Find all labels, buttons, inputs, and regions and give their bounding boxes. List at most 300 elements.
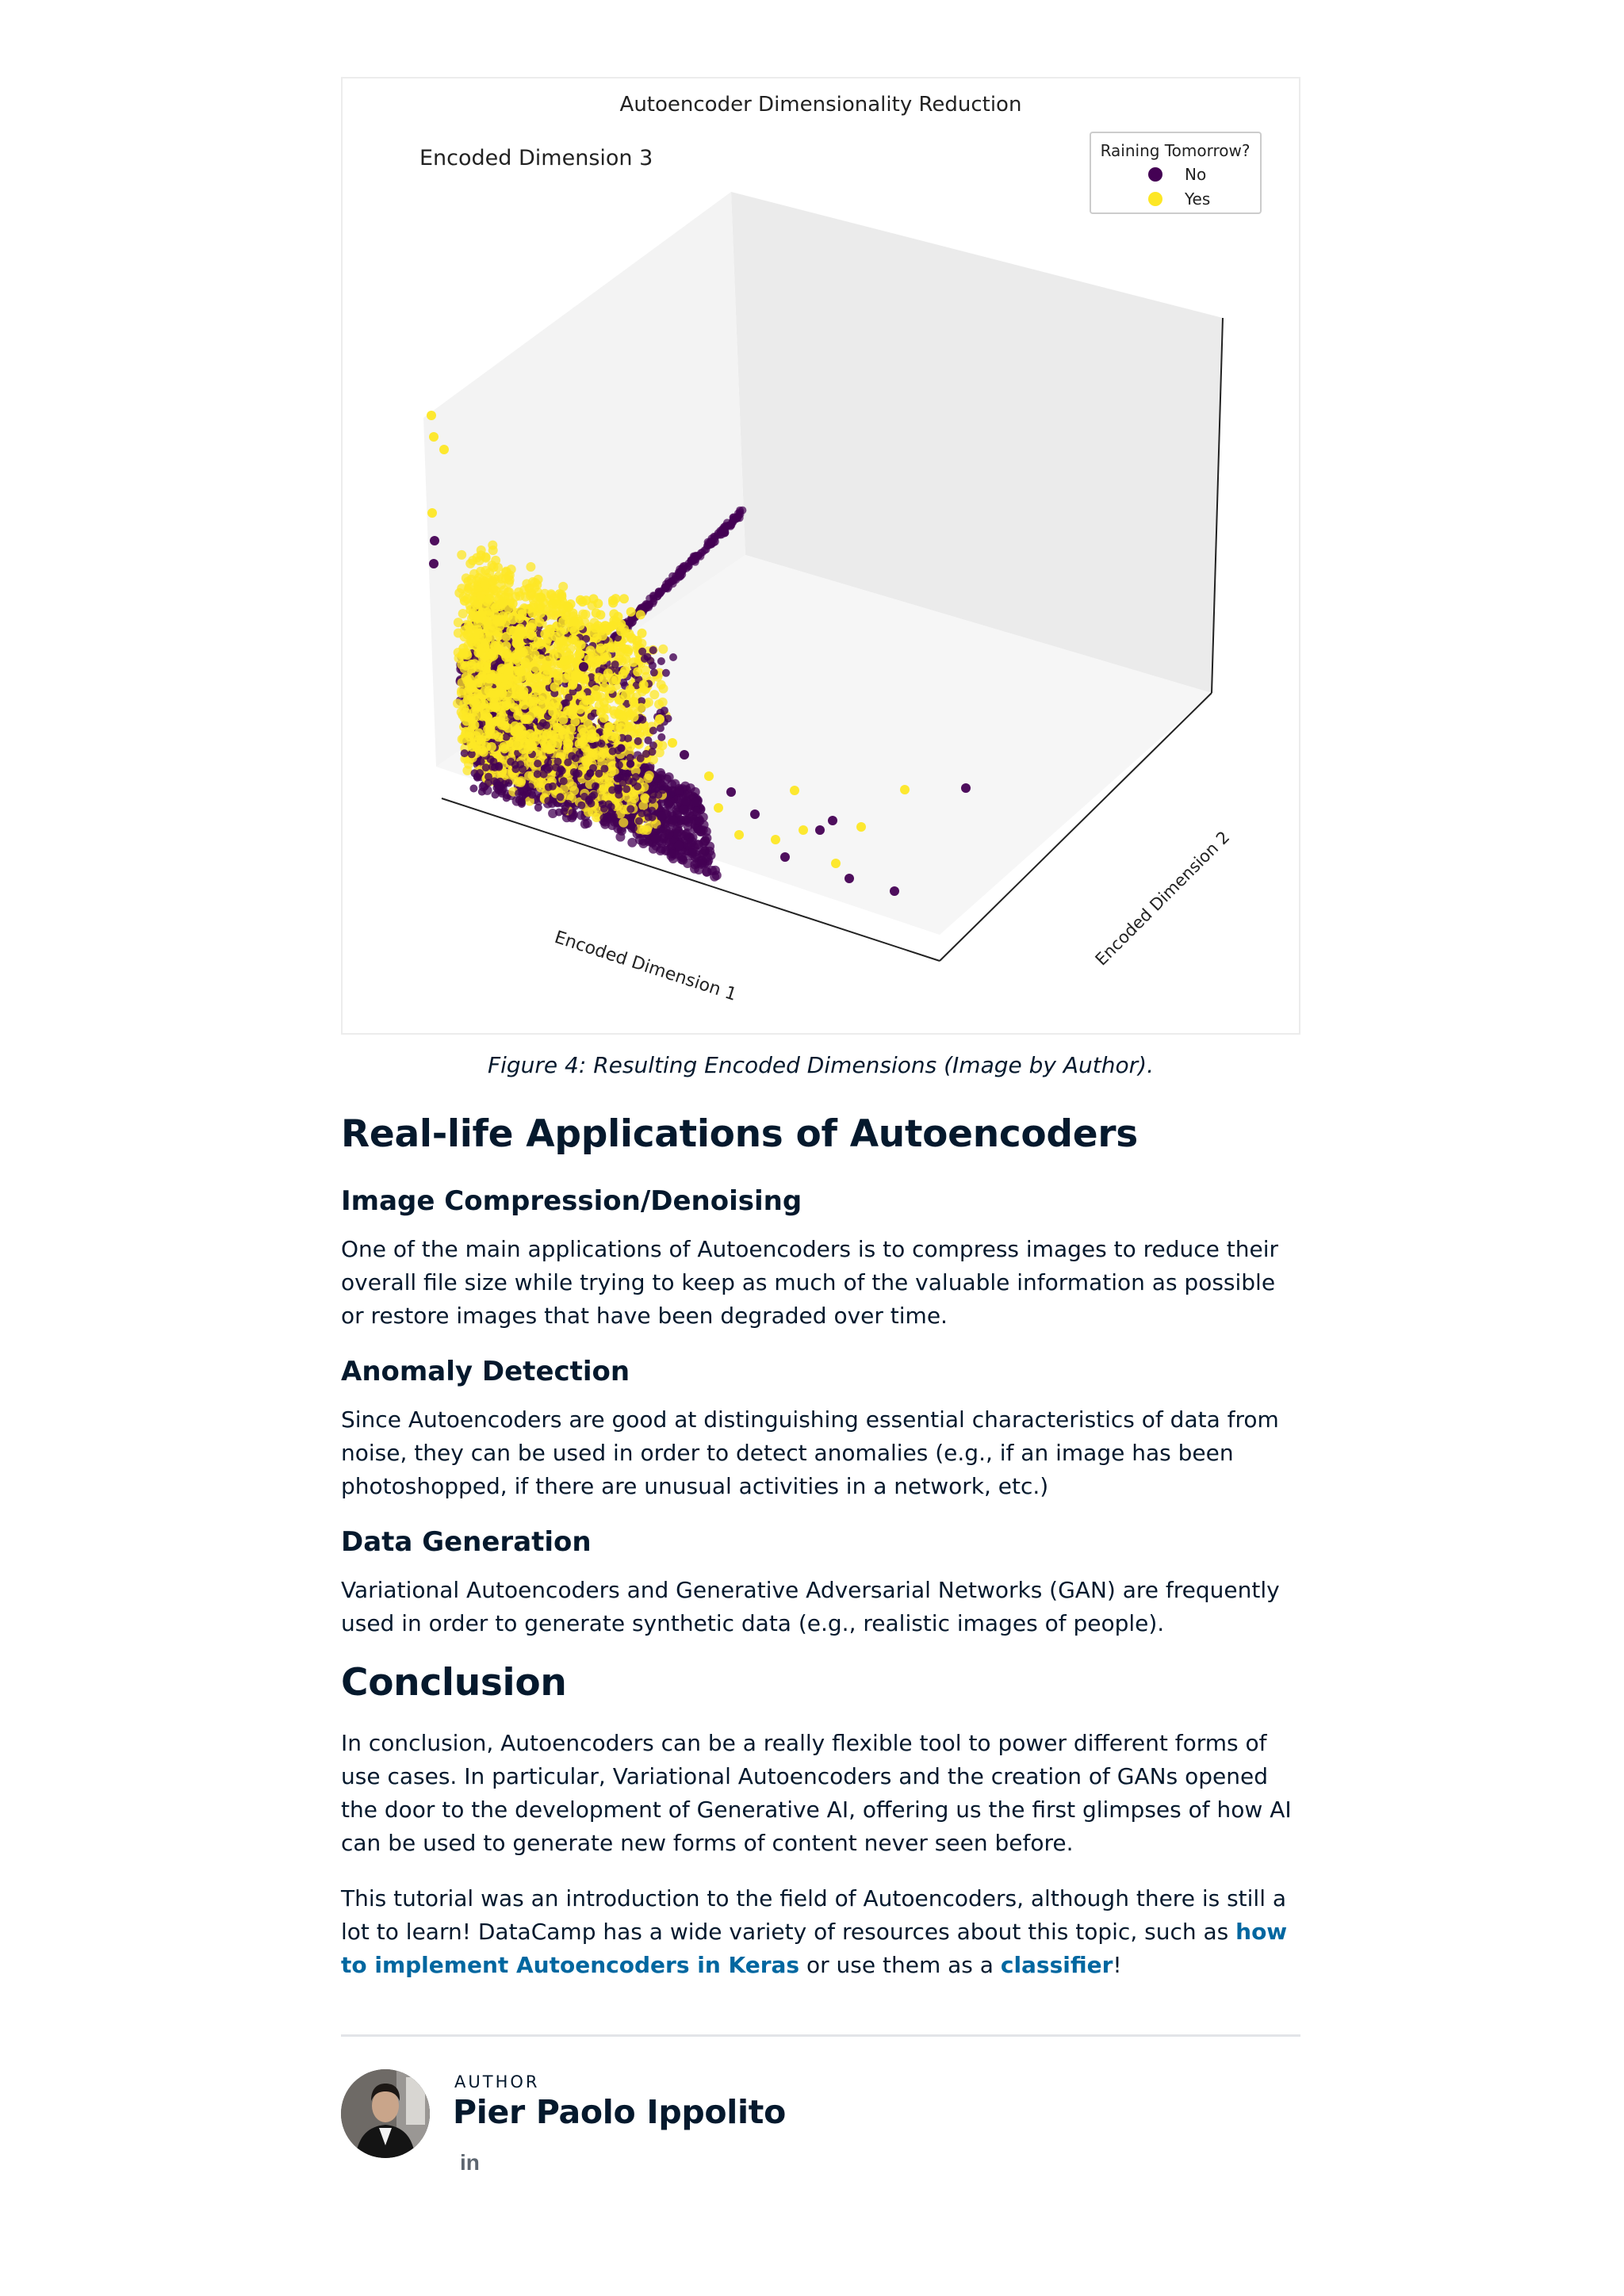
scatter-point [554,758,562,766]
scatter-point [501,574,511,584]
scatter-point [461,749,469,757]
scatter-point [462,717,471,726]
scatter-point [661,706,668,714]
scatter-point [603,668,613,678]
scatter-point [558,604,568,614]
scatter-point [514,666,523,675]
scatter-point [534,760,542,767]
scatter-point [714,531,722,539]
scatter-point [481,580,490,589]
scatter-point [626,607,636,617]
scatter-point [507,758,515,766]
scatter-point [597,792,607,802]
scatter-point [610,813,618,821]
scatter-point [649,844,658,854]
scatter-point [593,599,603,608]
scatter-point [678,855,688,865]
scatter-point [687,557,695,564]
scatter-point [637,755,645,763]
scatter-point [890,886,899,896]
scatter-point [638,629,647,638]
scatter-point [477,712,487,721]
scatter-point [645,771,654,780]
scatter-point [645,813,653,821]
scatter-point [657,844,666,854]
scatter-point [585,795,593,803]
scatter-point [599,698,609,707]
scatter-point [619,594,629,603]
scatter-point [542,721,550,729]
scatter-point [651,834,661,844]
scatter-point [599,683,609,692]
scatter-point [544,766,552,774]
linkedin-icon[interactable]: in [460,2150,480,2175]
scatter-point [633,667,642,676]
scatter-point [714,803,723,813]
scatter-point [662,669,670,677]
scatter-point [504,691,513,701]
scatter-point [615,695,625,704]
scatter-point [527,631,537,641]
scatter-point [619,818,628,828]
scatter-point [750,809,760,819]
scatter-point [644,653,652,661]
scatter-point [723,522,731,530]
scatter-point [665,714,672,722]
scatter-point [472,600,481,610]
scatter-point [699,848,708,857]
scatter-point [576,640,586,649]
scatter-point [477,672,487,681]
heading-anomaly-detection: Anomaly Detection [341,1356,630,1387]
scatter-point [615,791,622,799]
chart-title: Autoencoder Dimensionality Reduction [619,93,1022,117]
heading-conclusion: Conclusion [341,1661,567,1705]
scatter-point [630,712,639,721]
scatter-point [569,608,578,618]
scatter-point [430,536,439,545]
scatter-point [681,797,691,806]
scatter-point [540,629,550,639]
scatter-point [555,649,565,658]
scatter-point [707,538,714,546]
scatter-point [704,771,714,781]
scatter-point [636,610,645,619]
scatter-point [501,641,511,651]
scatter-point [702,867,711,877]
paragraph-closing [341,1882,1300,1982]
scatter-point [712,871,722,880]
scatter-point [538,691,548,701]
scatter-point [616,626,626,636]
legend-title: Raining Tomorrow? [1100,141,1251,160]
scatter-point [623,793,633,802]
scatter-point [856,822,866,832]
scatter-point [542,666,552,675]
closing-text-2: or use them as a [799,1952,1001,1978]
scatter-point [615,761,623,769]
chart-legend [1090,132,1261,213]
scatter-point [489,600,499,610]
scatter-point [692,807,702,817]
scatter-point [513,656,523,665]
scatter-point [481,553,491,563]
scatter-point [586,645,596,655]
scatter-point [481,686,490,695]
scatter-point [528,603,538,613]
scatter-point [845,874,854,883]
scatter-point [611,733,621,743]
scatter-point [459,734,469,744]
scatter-point [675,786,684,795]
scatter-point [620,666,630,675]
scatter-point [527,787,535,795]
scatter-point [596,610,605,620]
scatter-point [638,809,645,817]
scatter-point [527,623,537,633]
scatter-point [481,600,490,610]
scatter-point [657,740,667,750]
scatter-point [489,758,497,766]
scatter-point [611,594,620,603]
scatter-point [488,545,498,555]
scatter-point [503,794,511,802]
scatter-point [558,715,568,725]
scatter-point [681,829,691,839]
legend-marker-yes [1148,192,1162,206]
author-avatar[interactable] [341,2069,430,2158]
scatter-point [828,816,837,825]
scatter-point [576,705,585,714]
scatter-point [558,767,566,775]
legend-label-yes: Yes [1185,189,1211,209]
author-name[interactable]: Pier Paolo Ippolito [453,2093,786,2131]
scatter-point [626,754,634,762]
paragraph-conclusion: In conclusion, Autoencoders can be a really flexible tool to power different forms of use cases. In particular, Variational Autoencoders and the creation of GANs opened the door to the development of Generative AI, offering us the first glimpses of how AI can be used to generate new forms of content never seen before. [341,1730,1292,1856]
scatter-point [490,688,500,698]
scatter-point [495,617,504,626]
scatter-point [516,626,526,636]
x-axis-label: Encoded Dimension 1 [552,927,739,1005]
scatter-point [726,787,736,797]
scatter-point [588,807,597,817]
scatter-point [639,825,649,835]
scatter-point [542,638,551,648]
scatter-point [485,779,492,787]
scatter-point [427,508,437,518]
scatter-point [669,653,677,661]
link-keras-autoencoders[interactable]: how to implement Autoencoders in Keras [341,1919,1288,1978]
scatter-point [478,788,486,796]
scatter-point [580,610,590,619]
scatter-point [501,632,511,641]
scatter-point [790,786,799,795]
scatter-point [636,703,645,713]
scatter-point [515,796,523,804]
scatter-point [799,825,808,835]
scatter-point [474,729,484,738]
scatter-point [655,714,665,724]
scatter-point [551,632,561,641]
scatter-point [534,804,542,812]
scatter-point [629,697,638,706]
author-divider [341,2034,1300,2037]
scatter-point [589,764,597,772]
scatter-point [494,733,504,742]
scatter-point [600,765,608,773]
scatter-point [572,770,580,778]
scatter-point [591,623,600,633]
scatter-point [517,610,527,619]
scatter-point [512,640,522,649]
author-tag: AUTHOR [454,2072,540,2091]
scatter-point [961,783,971,793]
scatter-point [639,680,649,690]
scatter-point [469,611,478,621]
scatter-point [476,769,484,777]
scatter-point [657,680,666,690]
scatter-point [657,771,666,780]
scatter-point [492,790,500,798]
scatter-point [500,744,509,753]
scatter-point [696,825,706,835]
scatter-point [533,672,542,681]
scatter-3d-plot [343,78,1299,1033]
scatter-point [470,659,480,668]
scatter-point [570,717,580,726]
scatter-point [638,716,646,724]
scatter-point [591,691,600,701]
scatter-point [615,832,625,842]
scatter-point [691,798,701,807]
closing-text-1: This tutorial was an introduction to the field of Autoencoders, although there is still a lot to learn! DataCamp has a wide variety of resources about this topic, such as [341,1885,1287,1945]
scatter-point [633,724,642,733]
z-axis-label: Encoded Dimension 3 [419,146,653,170]
scatter-point [486,671,496,680]
scatter-point [668,816,678,825]
scatter-point [544,797,552,805]
scatter-point [635,817,643,825]
scatter-point [580,735,589,744]
scatter-point [598,656,607,665]
heading-applications: Real-life Applications of Autoencoders [341,1112,1138,1156]
scatter-point [530,583,539,592]
y-axis-label: Encoded Dimension 2 [1091,827,1234,970]
scatter-point [530,663,540,672]
scatter-point [592,783,599,790]
scatter-point [771,835,780,844]
scatter-point [576,691,586,700]
scatter-point [736,514,744,522]
avatar-portrait [341,2069,430,2158]
scatter-point [649,690,659,699]
scatter-point [474,629,484,638]
scatter-point [511,728,521,737]
scatter-point [900,785,910,794]
scatter-point [657,825,665,832]
scatter-point [498,599,508,608]
scatter-point [679,806,688,815]
scatter-point [482,763,490,771]
scatter-point [664,585,672,593]
scatter-point [481,638,490,648]
scatter-point [429,559,439,568]
scatter-point [657,733,665,741]
scatter-point [616,705,626,714]
scatter-point [526,562,535,572]
scatter-point [649,646,657,654]
scatter-point [650,668,658,676]
scatter-point [563,706,573,715]
scatter-point [680,750,689,760]
scatter-point [560,777,568,785]
scatter-point [626,741,635,751]
scatter-point [462,629,472,639]
paragraph-image-compression: One of the main applications of Autoencoders is to compress images to reduce their overall file size while trying to keep as much of the valuable information as possible or restore images that have been degraded over time. [341,1236,1279,1329]
scatter-point [547,599,557,609]
scatter-point [513,710,523,720]
scatter-point [504,779,512,787]
scatter-point [649,785,657,793]
scatter-point [532,706,542,715]
scatter-point [458,649,468,658]
scatter-point [626,805,634,813]
scatter-point [630,825,638,832]
scatter-point [491,702,500,712]
scatter-point [562,637,572,646]
scatter-point [649,741,657,749]
scatter-point [560,807,568,815]
scatter-point [529,695,538,704]
scatter-point [577,802,585,809]
scatter-point [472,695,481,705]
scatter-point [508,615,518,625]
scatter-point [469,785,477,793]
scatter-point [657,657,665,665]
scatter-point [462,573,471,583]
scatter-point [622,773,630,781]
scatter-point [508,599,518,609]
scatter-point [544,758,552,766]
scatter-point [649,796,657,804]
scatter-point [734,830,744,840]
autoencoder-scatter-figure [341,77,1300,1035]
scatter-point [664,800,673,809]
scatter-point [649,662,657,670]
scatter-point [550,683,560,692]
scatter-point [605,800,613,808]
scatter-point [674,841,684,851]
scatter-point [584,654,594,664]
scatter-point [576,595,585,605]
legend-marker-no [1148,167,1162,182]
scatter-point [464,584,473,593]
scatter-point [460,596,469,606]
scatter-point [614,775,622,783]
scatter-point [465,683,474,692]
scatter-point [575,650,584,660]
heading-data-generation: Data Generation [341,1526,592,1558]
closing-text-3: ! [1113,1952,1122,1978]
scatter-point [557,793,565,801]
scatter-point [630,778,638,786]
scatter-point [536,783,546,792]
scatter-point [457,550,466,560]
scatter-point [496,778,504,786]
scatter-point [549,783,557,790]
figure-caption: Figure 4: Resulting Encoded Dimensions (Image by Author). [488,1052,1154,1078]
scatter-point [659,786,667,794]
scatter-point [527,741,537,751]
scatter-point [645,601,653,609]
scatter-point [530,650,540,660]
scatter-point [815,825,825,835]
scatter-point [515,790,523,798]
scatter-point [427,411,436,420]
scatter-point [596,644,606,653]
scatter-point [489,563,499,572]
scatter-point [701,546,709,554]
scatter-point [579,662,588,672]
scatter-point [658,645,668,654]
paragraph-data-generation: Variational Autoencoders and Generative Adversarial Networks (GAN) are frequently used in order to generate synthetic data (e.g., realistic images of people). [341,1577,1280,1636]
legend-label-no: No [1185,165,1207,184]
scatter-point [649,727,657,735]
scatter-point [572,754,580,762]
scatter-point [557,591,566,601]
scatter-point [780,852,790,862]
scatter-point [553,723,563,733]
scatter-point [667,849,676,859]
paragraph-anomaly-detection: Since Autoencoders are good at distinguishing essential characteristics of data from noise, they can be used in order to detect anomalies (e.g., if an image has been photoshopped, if there are unusual activities in a network, etc.) [341,1406,1279,1499]
scatter-point [474,648,484,657]
link-classifier[interactable]: classifier [1000,1952,1113,1978]
scatter-point [553,640,563,649]
scatter-point [564,740,573,749]
scatter-point [569,617,578,626]
scatter-point [688,848,697,858]
scatter-point [657,811,666,821]
scatter-point [564,800,572,808]
scatter-point [738,507,746,515]
scatter-point [614,801,623,810]
scatter-point [488,584,498,594]
scatter-point [439,445,449,454]
scatter-point [547,730,557,740]
scatter-point [679,564,687,572]
scatter-point [548,707,557,717]
scatter-point [621,654,630,664]
scatter-point [535,618,545,627]
scatter-point [611,675,621,685]
scatter-point [667,790,675,798]
scatter-point [626,685,635,695]
scatter-point [625,629,634,639]
scatter-point [598,631,607,641]
scatter-point [621,645,630,654]
scatter-point [670,576,678,584]
scatter-point [544,744,553,754]
scatter-point [605,643,615,652]
scatter-point [668,738,677,748]
scatter-point [616,723,626,733]
scatter-point [504,668,514,678]
scatter-point [543,656,553,665]
scatter-point [487,650,496,660]
heading-image-compression: Image Compression/Denoising [341,1185,802,1217]
scatter-point [599,814,607,822]
scatter-point [618,744,626,752]
